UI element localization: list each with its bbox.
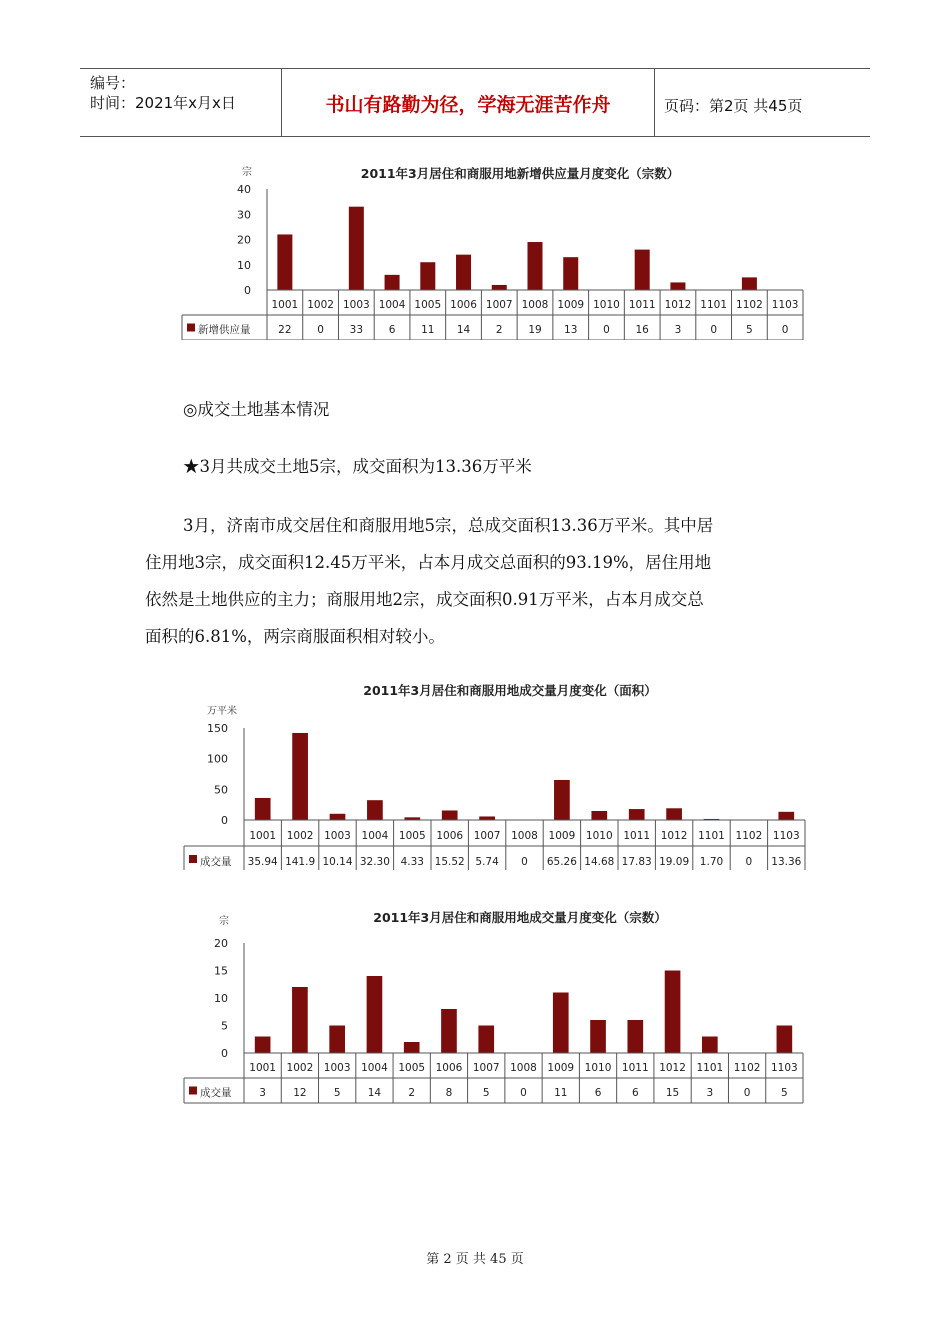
data-label: 0 [317,324,324,336]
data-label: 10.14 [322,856,353,868]
x-tick-label: 1006 [435,1062,463,1074]
x-tick-label: 1006 [450,299,477,311]
bar [629,809,645,820]
y-tick-label: 100 [207,752,228,766]
data-label: 6 [631,1087,639,1099]
x-tick-label: 1009 [548,830,576,842]
chart-deal-count [180,904,810,1104]
x-tick-label: 1005 [398,1062,426,1074]
data-label: 13 [564,324,578,336]
x-tick-label: 1002 [307,299,334,311]
bar [255,1037,271,1054]
paragraph-line-2: 住用地3宗，成交面积12.45万平米，占本月成交总面积的93.19%，居住用地 [145,553,712,572]
bar [778,812,794,820]
x-tick-label: 1004 [378,299,406,311]
data-label: 3 [674,324,682,336]
x-tick-label: 1008 [511,830,538,842]
document-number-label: 编号： [90,74,136,92]
y-tick-label: 150 [207,722,228,735]
legend-swatch [187,324,195,332]
data-label: 14.68 [584,856,615,868]
bar [492,285,507,290]
paragraph-line-3: 依然是土地供应的主力；商服用地2宗，成交面积0.91万平米，占本月成交总 [145,590,704,609]
bar [666,808,682,820]
bar [456,255,471,290]
y-tick-label: 10 [237,258,251,272]
x-tick-label: 1004 [361,830,389,842]
data-label: 5 [482,1087,490,1099]
paragraph-line-4: 面积的6.81%，两宗商服面积相对较小。 [145,627,445,646]
section-summary: ★3月共成交土地5宗，成交面积为13.36万平米 [183,457,532,476]
data-label: 11 [554,1087,568,1099]
data-label: 2 [408,1087,416,1099]
bar [385,275,400,290]
bar [442,810,458,820]
bar [665,971,681,1054]
data-label: 2 [495,324,503,336]
y-tick-label: 0 [244,284,251,297]
data-label: 0 [745,856,753,868]
document-date: 时间：2021年x月x日 [90,94,236,112]
bar [527,242,542,290]
x-tick-label: 1010 [585,830,613,842]
header-motto: 书山有路勤为径，学海无涯苦作舟 [325,94,611,116]
y-tick-label: 30 [237,208,251,222]
bar [255,798,271,820]
bar [742,277,757,290]
data-label: 0 [521,856,528,868]
x-tick-label: 1002 [286,1062,314,1074]
bar [563,257,578,290]
data-label: 32.30 [359,856,390,868]
data-label: 3 [706,1087,714,1099]
legend-swatch [189,855,197,863]
y-tick-label: 40 [237,183,251,196]
page-info: 页码：第2页 共45页 [664,97,803,115]
data-label: 19 [528,324,542,336]
bar [404,1042,420,1053]
data-label: 14 [367,1087,382,1099]
x-tick-label: 1009 [547,1062,575,1074]
x-tick-label: 1009 [557,299,585,311]
x-tick-label: 1004 [361,1062,388,1074]
x-tick-label: 1010 [593,299,620,311]
chart-title: 2011年3月居住和商服用地新增供应量月度变化（宗数） [360,166,680,181]
x-tick-label: 1003 [324,830,351,842]
y-tick-label: 0 [221,1047,228,1060]
bar [441,1009,457,1053]
bar [292,987,308,1053]
bar [292,733,308,820]
data-label: 0 [743,1087,751,1099]
bar [702,1037,718,1054]
data-label: 0 [710,324,718,336]
bar [627,1020,643,1053]
data-label: 12 [293,1087,307,1099]
y-tick-label: 20 [237,233,251,247]
y-tick-label: 10 [214,992,228,1005]
x-tick-label: 1006 [436,830,464,842]
x-tick-label: 1002 [286,830,314,842]
x-tick-label: 1012 [659,1062,686,1074]
x-tick-label: 1103 [772,830,800,842]
y-axis-unit: 万平米 [207,706,237,717]
data-label: 19.09 [659,856,690,868]
data-label: 6 [388,324,396,336]
legend-swatch [189,1087,197,1095]
x-tick-label: 1005 [398,830,426,842]
bar [635,250,650,290]
x-tick-label: 1003 [342,299,370,311]
paragraph-line-1: 3月，济南市成交居住和商服用地5宗，总成交面积13.36万平米。其中居 [183,516,714,535]
bar [277,234,292,290]
x-tick-label: 1012 [664,299,692,311]
data-label: 15 [665,1087,680,1099]
data-label: 6 [594,1087,602,1099]
bar [670,282,685,290]
x-tick-label: 1010 [584,1062,612,1074]
bar [590,1020,606,1053]
data-label: 3 [259,1087,266,1099]
data-label: 11 [421,324,435,336]
x-tick-label: 1001 [249,830,277,842]
data-label: 141.9 [285,856,316,868]
x-tick-label: 1102 [735,830,763,842]
data-label: 15.52 [434,856,465,868]
data-label: 16 [635,324,649,336]
header-divider-right [654,68,655,136]
x-tick-label: 1005 [414,299,442,311]
bar [329,1026,345,1054]
x-tick-label: 1001 [271,299,299,311]
data-label: 33 [349,324,364,336]
chart-title: 2011年3月居住和商服用地成交量月度变化（宗数） [373,910,667,925]
y-tick-label: 0 [221,814,228,827]
data-label: 22 [278,324,292,336]
x-tick-label: 1008 [521,299,549,311]
bar [591,811,607,820]
data-label: 5.74 [475,856,499,868]
data-label: 5 [746,324,753,336]
bar [349,207,364,290]
data-label: 17.83 [621,856,652,868]
bar [330,814,346,820]
data-label: 13.36 [771,856,802,868]
data-label: 5 [781,1087,788,1099]
x-tick-label: 1001 [249,1062,277,1074]
header-bottom-rule [80,136,870,137]
data-label: 14 [456,324,471,336]
bar [367,800,383,820]
y-tick-label: 5 [221,1019,228,1033]
y-axis-unit: 宗 [242,167,252,178]
legend-label: 新增供应量 [198,324,251,336]
data-label: 5 [333,1087,341,1099]
header-top-rule [80,68,870,69]
data-label: 0 [781,324,789,336]
x-tick-label: 1007 [472,1062,500,1074]
data-label: 35.94 [247,856,278,868]
x-tick-label: 1012 [660,830,688,842]
x-tick-label: 1007 [485,299,513,311]
legend-label: 成交量 [200,1087,232,1099]
x-tick-label: 1003 [323,1062,351,1074]
y-axis-unit: 宗 [219,916,229,927]
x-tick-label: 1101 [696,1062,724,1074]
x-tick-label: 1011 [623,830,651,842]
chart-supply-count [180,156,810,340]
chart-title: 2011年3月居住和商服用地成交量月度变化（面积） [363,683,657,698]
data-label: 4.33 [400,856,424,868]
y-tick-label: 20 [214,937,228,950]
x-tick-label: 1101 [698,830,725,842]
bar [479,816,495,820]
section-heading: ◎成交土地基本情况 [183,400,330,419]
x-tick-label: 1103 [771,299,799,311]
chart-deal-area [180,678,810,870]
data-label: 1.70 [699,856,724,868]
x-tick-label: 1007 [473,830,501,842]
data-label: 0 [520,1087,527,1099]
legend-label: 成交量 [200,856,232,868]
x-tick-label: 1011 [621,1062,649,1074]
data-label: 8 [445,1087,453,1099]
y-tick-label: 50 [214,783,228,797]
bar [420,262,435,290]
bar [777,1026,793,1054]
bar [553,993,569,1054]
data-label: 65.26 [546,856,577,868]
data-label: 0 [603,324,610,336]
page-footer: 第 2 页 共 45 页 [426,1252,524,1267]
x-tick-label: 1102 [733,1062,761,1074]
x-tick-label: 1011 [628,299,656,311]
bar [367,976,383,1053]
x-tick-label: 1102 [736,299,763,311]
y-tick-label: 15 [214,964,228,978]
x-tick-label: 1101 [700,299,728,311]
x-tick-label: 1103 [770,1062,798,1074]
x-tick-label: 1008 [510,1062,537,1074]
bar [478,1026,494,1054]
bar [554,780,570,820]
